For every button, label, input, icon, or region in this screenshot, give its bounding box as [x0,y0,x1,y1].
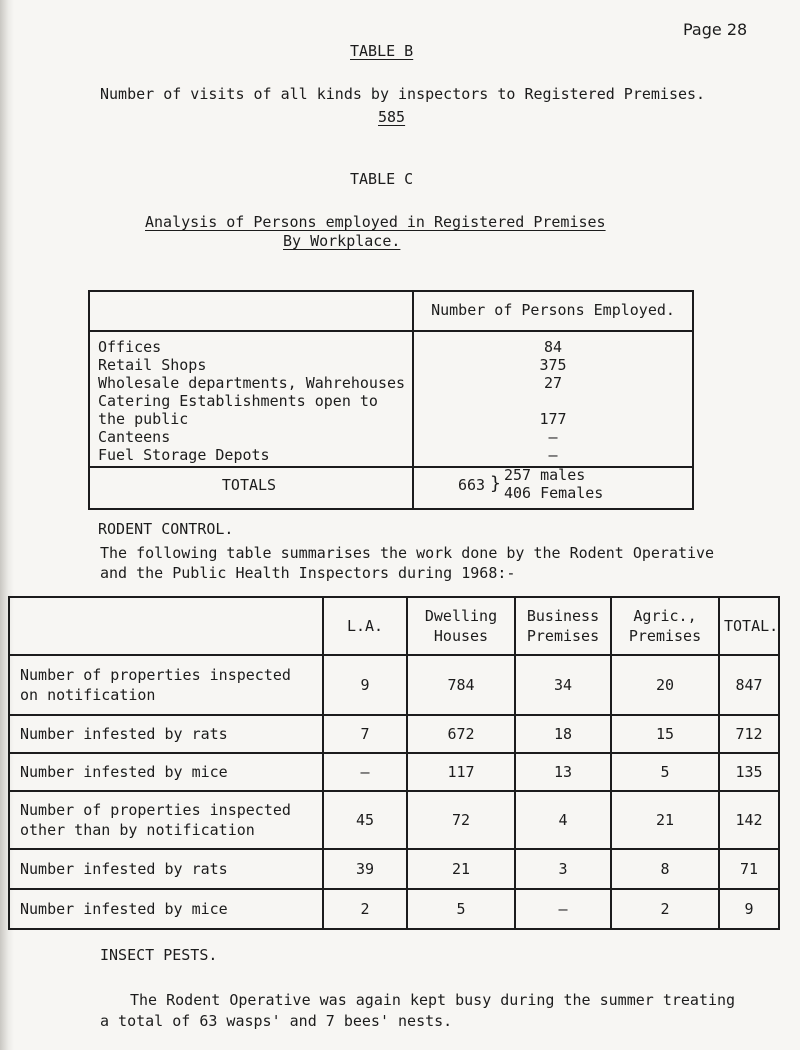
totals-label: TOTALS [221,476,277,494]
table-c-subtitle-1: Analysis of Persons employed in Registered Premises [145,213,606,231]
table-row [9,889,779,929]
cell-value: 34 [515,655,611,715]
cell-value: 20 [611,655,719,715]
table-b-description: Number of visits of all kinds by inspectors to Registered Premises. [100,85,706,103]
rodent-intro-2: and the Public Health Inspectors during 1968:- [100,564,516,582]
table-b-value: 585 [378,108,406,126]
cell-value: 7 [323,715,407,753]
insect-pests-text-1: The Rodent Operative was again kept busy during the summer treating [130,991,736,1009]
totals-value: 663 [458,476,486,494]
cell-value: 39 [323,849,407,889]
totals-row [88,466,694,504]
row-label: Catering Establishments open to [98,392,378,410]
table-row [9,715,779,753]
cell-value: 5 [611,753,719,791]
row-label: Number of properties inspected on notification [9,655,323,715]
table-c-subtitle-2: By Workplace. [283,232,401,250]
cell-value: 45 [323,791,407,849]
insect-pests-text-2: a total of 63 wasps' and 7 bees' nests. [100,1012,453,1030]
row-value: 375 [539,356,567,374]
row-label: Number infested by mice [9,753,323,791]
column-header: TOTAL. [719,597,779,655]
row-value: – [548,446,558,464]
table-row [9,655,779,715]
row-label: Fuel Storage Depots [98,446,270,464]
cell-value: 9 [719,889,779,929]
cell-value: 142 [719,791,779,849]
cell-value: 8 [611,849,719,889]
column-header: Business Premises [515,597,611,655]
cell-value: 15 [611,715,719,753]
cell-value: 9 [323,655,407,715]
page-number: Page 28 [683,20,748,39]
cell-value: 117 [407,753,515,791]
column-header-persons-employed: Number of Persons Employed. [431,301,675,319]
cell-value: – [323,753,407,791]
row-label: Canteens [98,428,171,446]
row-value: – [548,428,558,446]
totals-males: 257 males [504,466,586,484]
row-value: 177 [539,410,567,428]
row-value: 84 [543,338,563,356]
cell-value: 2 [611,889,719,929]
row-label: the public [98,410,189,428]
totals-females: 406 Females [504,484,604,502]
row-value: 27 [543,374,563,392]
cell-value: 72 [407,791,515,849]
row-label: Wholesale departments, Wahrehouses [98,374,406,392]
cell-value: 21 [611,791,719,849]
column-header: Agric., Premises [611,597,719,655]
cell-value: 2 [323,889,407,929]
row-label: Number infested by rats [9,715,323,753]
cell-value: 847 [719,655,779,715]
cell-value: 4 [515,791,611,849]
rodent-control-table [8,596,780,930]
cell-value: 5 [407,889,515,929]
table-c-title: TABLE C [350,170,414,188]
cell-value: – [515,889,611,929]
brace-icon: } [490,473,501,494]
cell-value: 784 [407,655,515,715]
cell-value: 71 [719,849,779,889]
column-header: L.A. [323,597,407,655]
insect-pests-heading: INSECT PESTS. [100,946,218,964]
rodent-control-heading: RODENT CONTROL. [98,520,234,538]
table-row [9,849,779,889]
row-label: Number infested by mice [9,889,323,929]
table-row [9,791,779,849]
table-b-title: TABLE B [350,42,414,60]
cell-value: 3 [515,849,611,889]
cell-value: 712 [719,715,779,753]
empty-header-cell [9,597,323,655]
column-header: Dwelling Houses [407,597,515,655]
cell-value: 21 [407,849,515,889]
cell-value: 13 [515,753,611,791]
row-label: Retail Shops [98,356,207,374]
cell-value: 672 [407,715,515,753]
cell-value: 135 [719,753,779,791]
row-label: Number of properties inspected other than by notification [9,791,323,849]
rodent-intro-1: The following table summarises the work done by the Rodent Operative [100,544,715,562]
row-label: Offices [98,338,162,356]
cell-value: 18 [515,715,611,753]
table-row [9,753,779,791]
row-label: Number infested by rats [9,849,323,889]
